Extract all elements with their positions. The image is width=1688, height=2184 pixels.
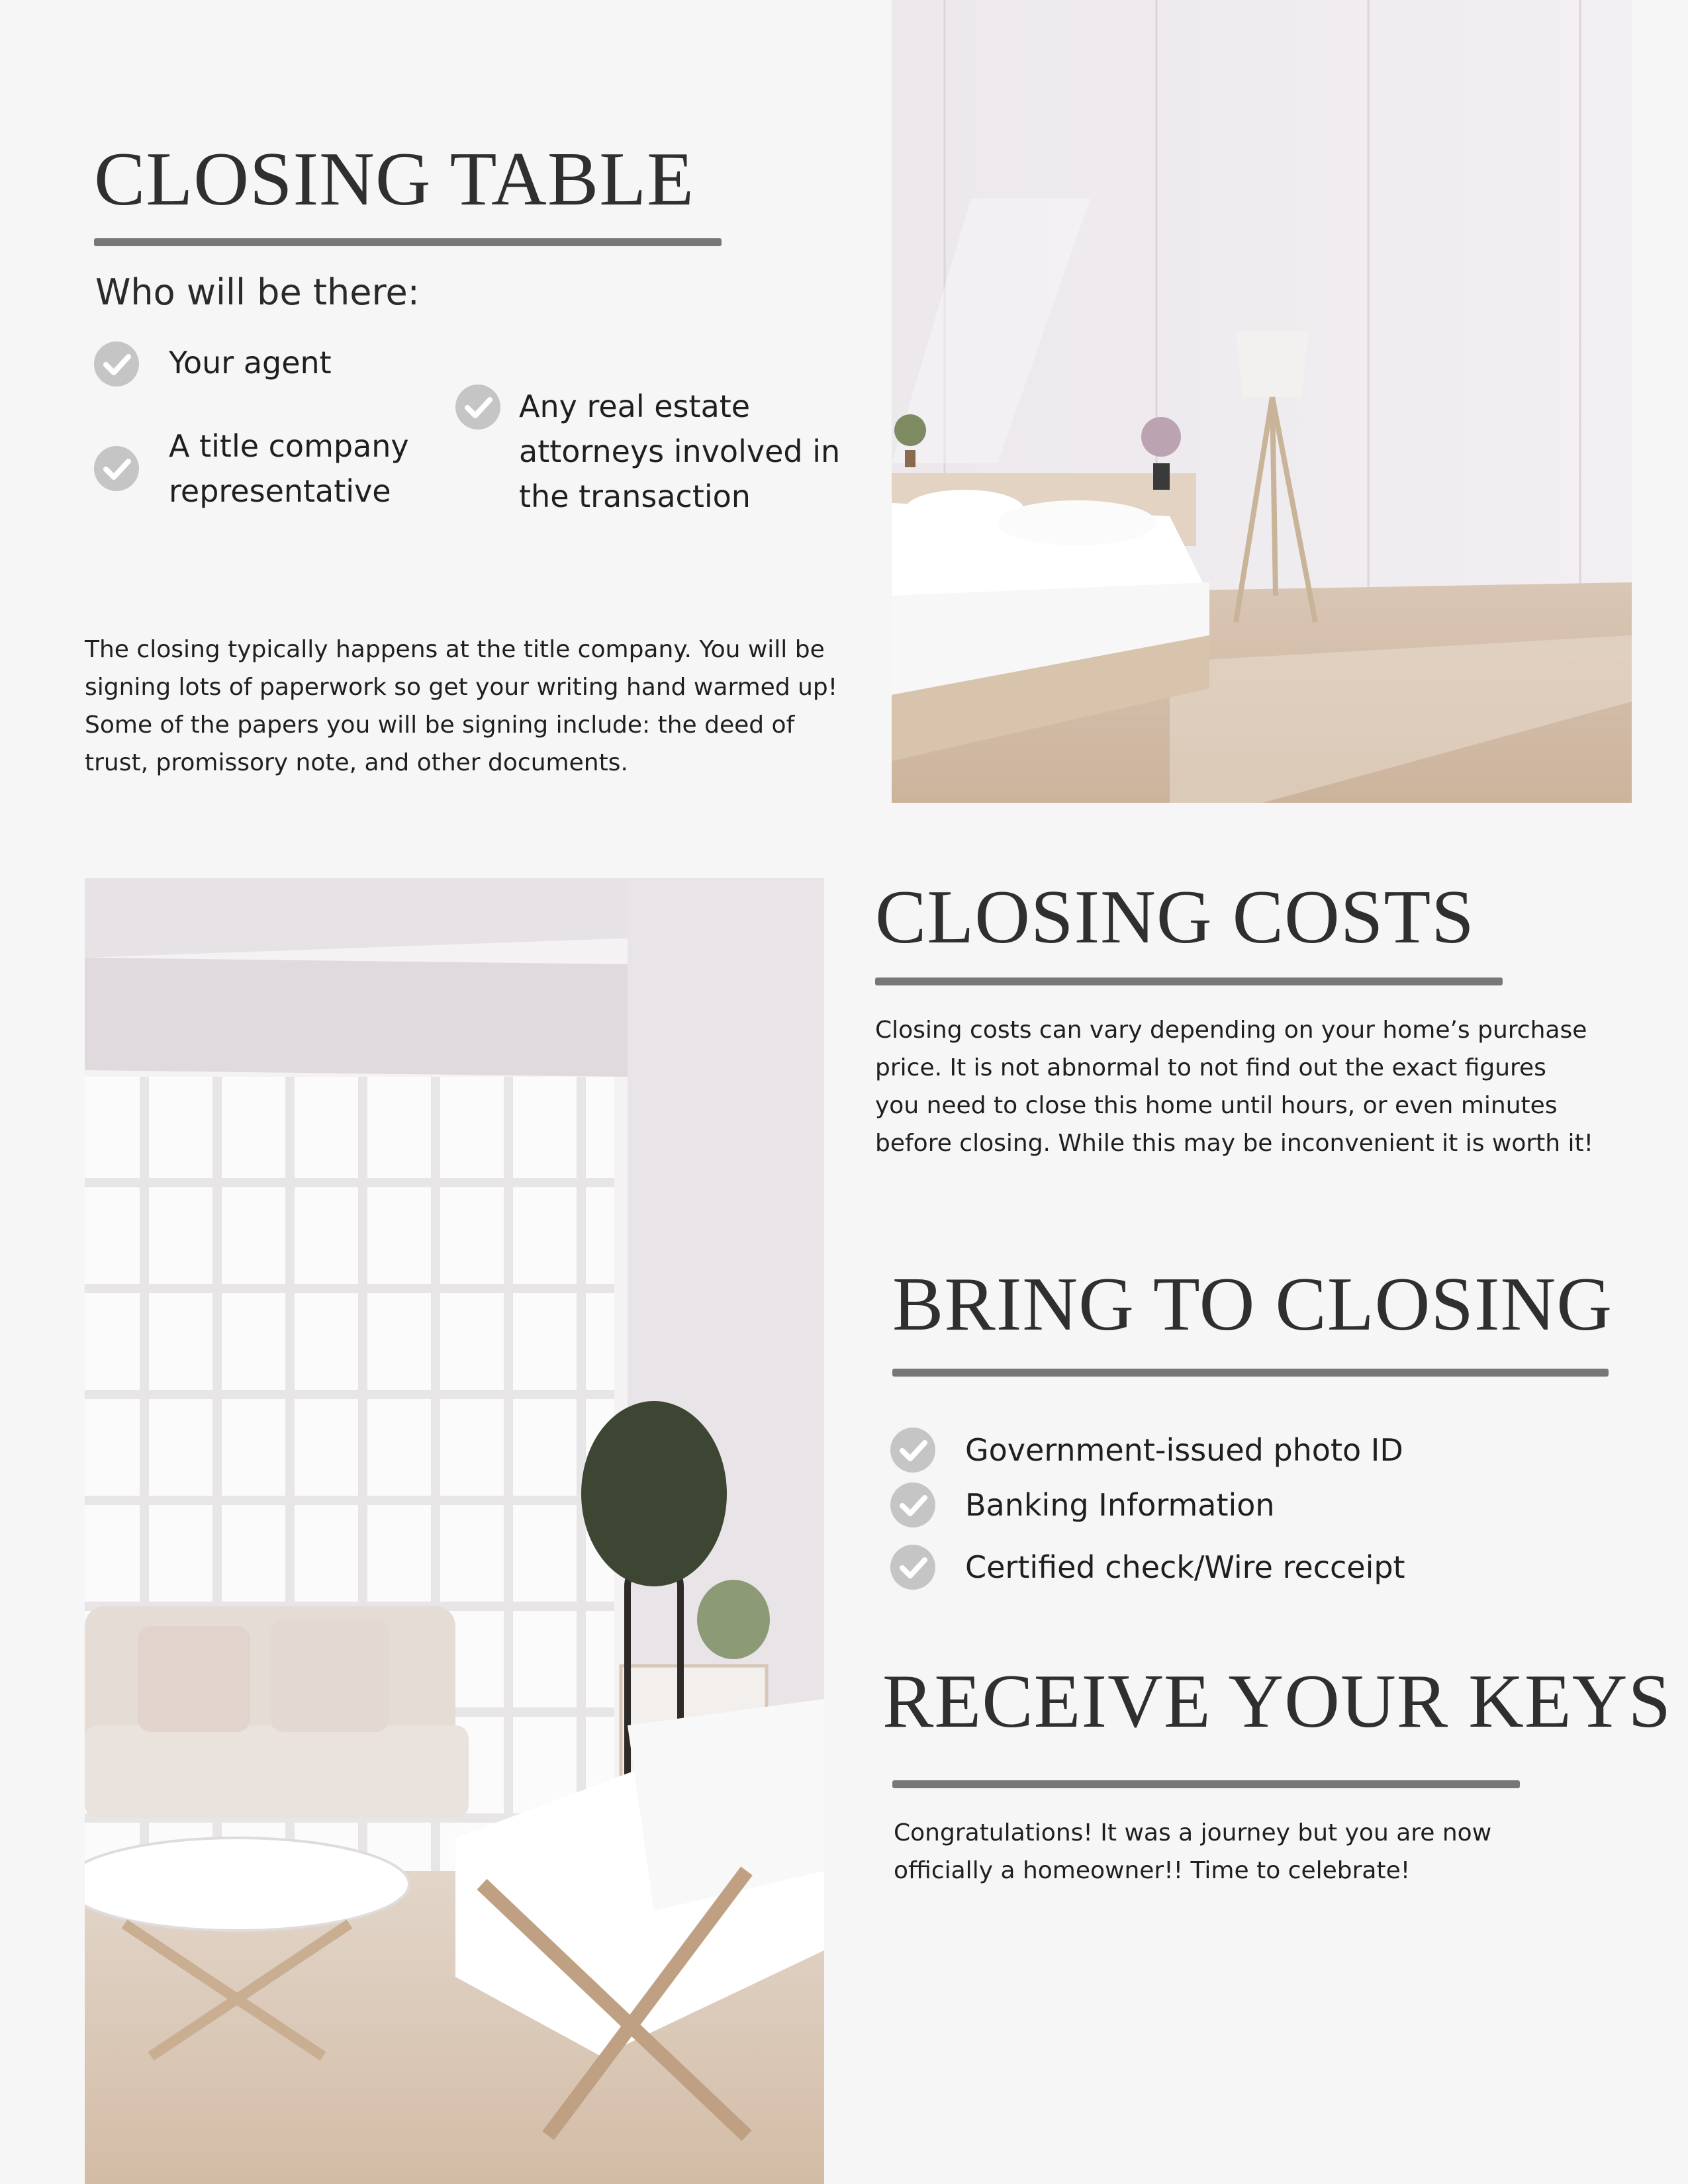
receive-keys-title: RECEIVE YOUR KEYS — [882, 1659, 1672, 1744]
closing-table-title: CLOSING TABLE — [94, 137, 695, 222]
closing-costs-title: CLOSING COSTS — [875, 875, 1475, 960]
check-circle-icon — [455, 385, 500, 430]
receive-keys-description: Congratulations! It was a journey but you are now officially a homeowner!! Time to celebrate! — [894, 1819, 1492, 1884]
bring-item: Banking Information — [965, 1487, 1275, 1523]
attendee-item: Your agent — [169, 345, 332, 381]
check-circle-icon — [890, 1482, 935, 1527]
receive-keys-rule — [892, 1780, 1520, 1788]
bring-item: Certified check/Wire recceipt — [965, 1549, 1405, 1585]
check-circle-icon — [890, 1428, 935, 1473]
check-circle-icon — [890, 1545, 935, 1590]
bring-to-closing-rule — [892, 1369, 1609, 1377]
bring-item: Government-issued photo ID — [965, 1432, 1403, 1468]
attendee-item: A title company representative — [169, 428, 409, 509]
attendee-item: Any real estate attorneys involved in the transaction — [519, 388, 841, 514]
bring-to-closing-title: BRING TO CLOSING — [892, 1262, 1613, 1347]
living-room-photo — [85, 878, 824, 2184]
closing-table-description: The closing typically happens at the title company. You will be signing lots of paperwork so get your writing hand warmed up! Some of the papers you will be signing include: the deed of trust, promissory note, and other documents. — [85, 636, 838, 776]
check-circle-icon — [94, 446, 139, 491]
bedroom-photo — [892, 0, 1632, 803]
closing-costs-description: Closing costs can vary depending on your home’s purchase price. It is not abnormal to not find out the exact figures you need to close this home until hours, or even minutes before closing. While this may be inconvenient it is worth it! — [875, 1017, 1594, 1157]
closing-table-rule — [94, 238, 722, 246]
check-circle-icon — [94, 341, 139, 387]
closing-table-subtitle: Who will be there: — [95, 271, 420, 313]
closing-costs-rule — [875, 978, 1503, 985]
